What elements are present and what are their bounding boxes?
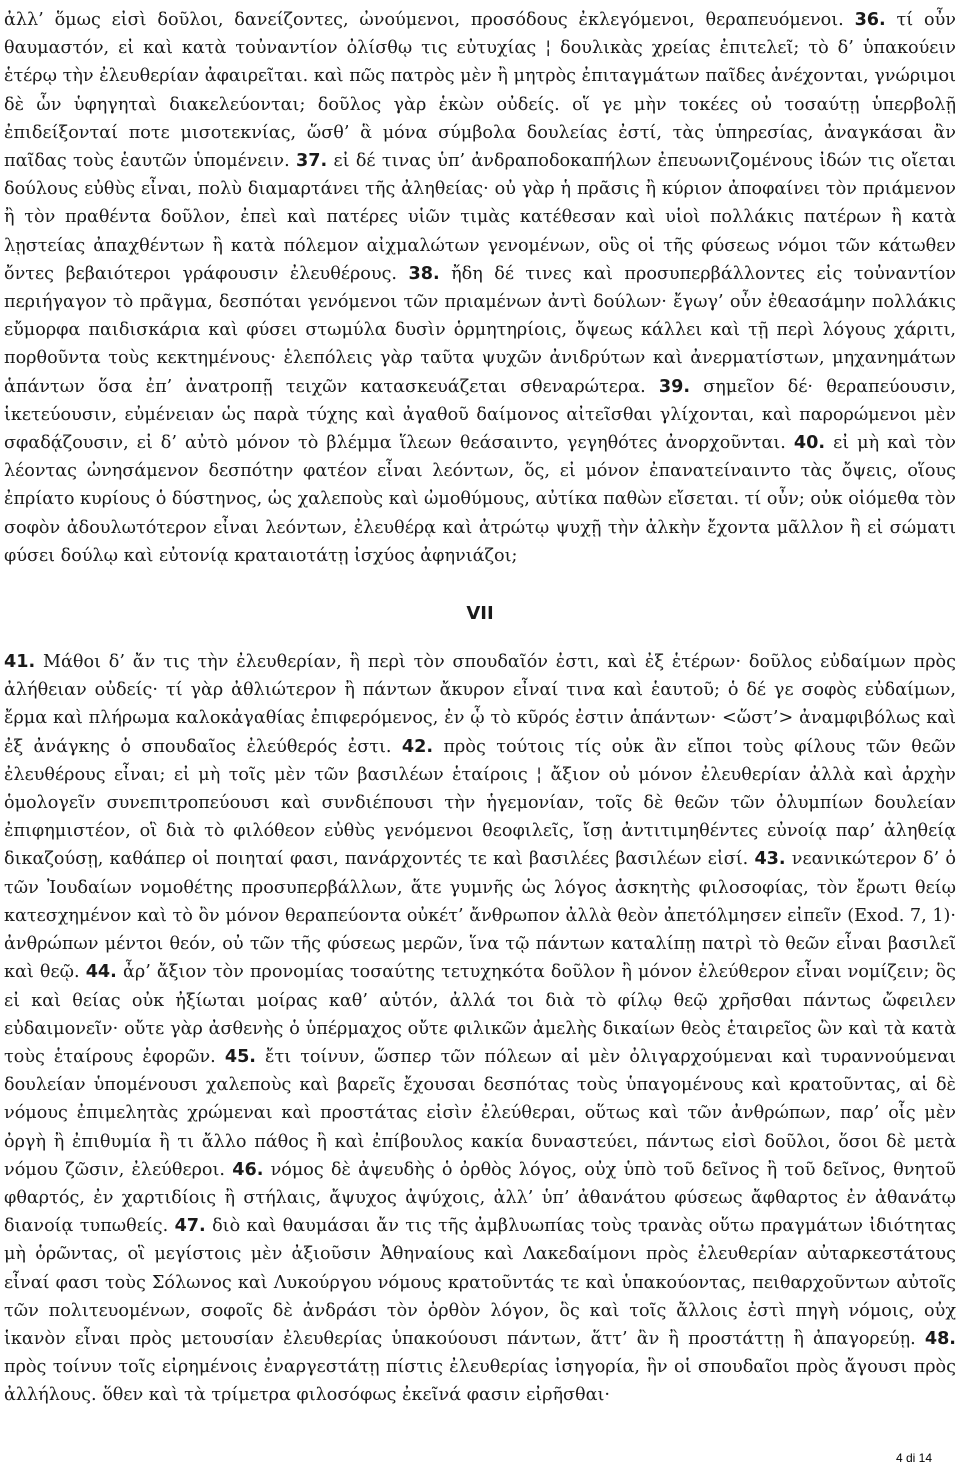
paragraph-1 (4, 0, 956, 570)
section-number: 41. (4, 652, 36, 673)
page-indicator: 4 di 14 (895, 1451, 932, 1465)
section-number: 40. (793, 433, 826, 454)
text-segment: Μάθοι δ’ ἄν τις τὴν ἐλευθερίαν, ἣ περὶ τὸν σπουδαῖόν ἐστι, καὶ ἐξ ἑτέρων· δοῦλος εὐδαίμων πρὸς ἀλήθειαν οὐδείς· τί γὰρ ἀθλιώτερον ἢ πάντων ἄκυρον εἶναί τινα καὶ ἑαυτοῦ; ὁ δέ γε σοφὸς εὐδαίμων, ἔρμα καὶ πλήρωμα καλοκἀγαθίας ἐπιφερόμενος, ἐν ᾧ τὸ κῦρός ἐστιν ἁπάντων· <ὥστ’> ἀναμφιβόλως καὶ ἐξ ἀνάγκης ὁ σπουδαῖος ἐλεύθερός ἐστι. (4, 652, 956, 757)
section-number: 44. (85, 962, 117, 983)
section-heading: VII (466, 603, 494, 625)
text-segment: νόμος δὲ ἀψευδὴς ὁ ὀρθὸς λόγος, οὐχ ὑπὸ τοῦ δεῖνος ἢ τοῦ δεῖνος, θνητοῦ φθαρτός, ἐν χαρτιδίοις ἢ στήλαις, ἄψυχος ἀψύχοις, ἀλλ’ ὑπ’ ἀθανάτου φύσεως ἄφθαρτος ἐν ἀθανάτῳ διανοίᾳ τυπωθείς. (4, 1159, 956, 1237)
text-segment: ἀλλ’ ὅμως εἰσὶ δοῦλοι, δανείζοντες, ὠνούμενοι, προσόδους ἐκλεγόμενοι, θεραπευόμενοι. (4, 10, 855, 30)
text-segment: εἰ μὴ καὶ τὸν λέοντας ὠνησάμενον δεσπότην φατέον εἶναι λεόντων, ὅς, εἰ μόνον ἐπανατείναιντο τὰς ὄψεις, οἵους ἐπρίατο κυρίους ὁ δύστηνος, ὡς χαλεποὺς καὶ ὠμοθύμους, αὐτίκα παθὼν εἴσεται. τί οὖν; οὐκ οἰόμεθα τὸν σοφὸν ἀδουλωτότερον εἶναι λεόντων, ἐλευθέρᾳ καὶ ἀτρώτῳ ψυχῇ τὴν ἀλκὴν ἔχοντα μᾶλλον ἢ εἰ σώματι φύσει δούλῳ καὶ εὐτονίᾳ κραταιοτάτῃ ἰσχύος ἀφηνιάζοι; (4, 433, 956, 566)
text-segment: ἔτι τοίνυν, ὥσπερ τῶν πόλεων αἱ μὲν ὀλιγαρχούμεναι καὶ τυραννούμεναι δουλείαν ὑπομένουσι χαλεποὺς καὶ βαρεῖς ἔχουσαι δεσπότας τοὺς ὑπαγομένους καὶ κρατοῦντας, αἱ δὲ νόμους ἐπιμελητὰς χρώμεναι καὶ προστάτας εἰσὶν ἐλεύθεραι, οὕτως καὶ τῶν ἀνθρώπων, παρ’ οἷς μὲν ὀργὴ ἢ ἐπιθυμία ἢ τι ἄλλο πάθος ἢ καὶ ἐπίβουλος κακία δυναστεύει, πάντως εἰσὶ δοῦλοι, ὅσοι δὲ μετὰ νόμου ζῶσιν, ἐλεύθεροι. (4, 1046, 957, 1180)
section-number: 39. (658, 376, 691, 397)
text-segment: σημεῖον δέ· θεραπεύουσιν, ἱκετεύουσιν, εὐμένειαν ὡς παρὰ τύχης καὶ ἀγαθοῦ δαίμονος αἰτεῖσθαι γλίχονται, καὶ παρορώμενοι μὲν σφαδᾴζουσιν, εἰ δ’ αὐτὸ μόνον τὸ βλέμμα ἵλεων θεάσαιντο, γεγηθότες ἀνορχοῦνται. (4, 376, 957, 454)
section-number: 38. (408, 263, 440, 284)
section-number: 42. (401, 736, 434, 757)
section-number: 46. (232, 1159, 264, 1180)
section-number: 36. (854, 10, 886, 30)
section-number: 37. (296, 151, 328, 172)
text-segment: εἰ δέ τινας ὑπ’ ἀνδραποδοκαπήλων ἐπευωνιζομένους ἰδών τις οἴεται δούλους εὐθὺς εἶναι, πολὺ διαμαρτάνει τῆς ἀληθείας· οὐ γὰρ ἡ πρᾶσις ἢ κύριον ἀποφαίνει τὸν πριάμενον ἢ τὸν πραθέντα δοῦλον, ἐπεὶ καὶ πατέρες υἱῶν τιμὰς κατέθεσαν καὶ υἱοὶ πολλάκις πατέρων ἢ κατὰ λῃστείας ἀπαχθέντων ἢ κατὰ πόλεμον αἰχμαλώτων γενομένων, οὓς οἱ τῆς φύσεως νόμοι τῶν κάτωθεν ὄντες βεβαιότεροι γράφουσιν ἐλευθέρους. (4, 151, 956, 284)
section-number: 43. (754, 849, 786, 870)
text-segment: πρὸς τούτοις τίς οὐκ ἂν εἴποι τοὺς φίλους τῶν θεῶν ἐλευθέρους εἶναι; εἰ μὴ τοῖς μὲν τῶν βασιλέων ἑταίροις ¦ ἄξιον οὐ μόνον ἐλευθερίαν ἀλλὰ καὶ ἀρχὴν ὁμολογεῖν συνεπιτροπεύουσι καὶ συνδιέπουσι τὴν ἡγεμονίαν, τοῖς δὲ θεῶν τῶν ὀλυμπίων δουλείαν ἐπιφημιστέον, οἳ διὰ τὸ φιλόθεον εὐθὺς γενόμενοι θεοφιλεῖς, ἴσῃ ἀντιτιμηθέντες εὐνοίᾳ παρ’ ἀληθείᾳ δικαζούσῃ, καθάπερ οἱ ποιηταί φασι, πανάρχοντές τε καὶ βασιλέες βασιλέων εἰσί. (4, 736, 956, 870)
text-segment: διὸ καὶ θαυμάσαι ἄν τις τῆς ἀμβλυωπίας τοὺς τρανὰς οὕτω πραγμάτων ἰδιότητας μὴ ὁρῶντας, οἳ μεγίστοις μὲν ἀξιοῦσιν Ἀθηναίους καὶ Λακεδαίμονι πρὸς ἐλευθερίαν αὐταρκεστάτους εἶναί φασι τοὺς Σόλωνος καὶ Λυκούργου νόμους κρατοῦντάς τε καὶ ὑπακούοντας, πειθαρχοῦντων αὐτοῖς τῶν πολιτευομένων, σοφοῖς δὲ ἀνδράσι τὸν ὀρθὸν λόγον, ὃς καὶ τοῖς ἄλλοις ἐστὶ πηγὴ νόμοις, οὐχ ἱκανὸν εἶναι πρὸς μετουσίαν ἐλευθερίας ὑπακούουσι πάντων, ἅττ’ ἂν ἢ προστάττῃ ἢ ἀπαγορεύῃ. (4, 1216, 956, 1349)
section-number: 48. (924, 1328, 956, 1349)
text-segment: πρὸς τοίνυν τοῖς εἰρημένοις ἐναργεστάτῃ πίστις ἐλευθερίας ἰσηγορία, ἣν οἱ σπουδαῖοι πρὸς ἄγουσι πρὸς ἀλλήλους. ὅθεν καὶ τὰ τρίμετρα φιλοσόφως ἐκεῖνά φασιν εἰρῆσθαι· (4, 1357, 956, 1406)
text-segment: τί οὖν θαυμαστόν, εἰ καὶ κατὰ τοὐναντίον ὀλίσθῳ τις εὐτυχίας ¦ δουλικὰς χρείας ἐπιτελεῖ; τὸ δ’ ὑπακούειν ἑτέρῳ τὴν ἐλευθερίαν ἀφαιρεῖται. καὶ πῶς πατρὸς μὲν ἢ μητρὸς ἐπιταγμάτων παῖδες ἀνέχονται, γνώριμοι δὲ ὧν ὑφηγηταὶ διακελεύονται; δοῦλος γὰρ ἑκὼν οὐδείς. οἵ γε μὴν τοκέες οὐ τοσαύτῃ ὑπερβολῇ ἐπιδείξονταί ποτε μισοτεκνίας, ὥσθ’ ἃ μόνα σύμβολα δουλείας ἐστί, τὰς ὑπηρεσίας, ἀναγκάσαι ἂν παῖδας τοὺς ἑαυτῶν ὑπομένειν. (4, 10, 956, 172)
text-segment: ἤδη δέ τινες καὶ προσυπερβάλλοντες εἰς τοὐναντίον περιήγαγον τὸ πρᾶγμα, δεσπόται γενόμενοι τῶν πριαμένων ἀντὶ δούλων· ἔγωγ’ οὖν ἐθεασάμην πολλάκις εὔμορφα παιδισκάρια καὶ φύσει στωμύλα δυσὶν ὁρμητηρίοις, ὄψεως κάλλει καὶ τῇ περὶ λόγους χάριτι, πορθοῦντα τοὺς κεκτημένους· ἑλεπόλεις γὰρ ταῦτα ψυχῶν ἀνιδρύτων καὶ ἀνερματίστων, μηχανημάτων ἁπάντων ὅσα ἐπ’ ἀνατροπῇ τειχῶν κατασκευάζεται σθεναρώτερα. (4, 263, 956, 397)
section-number: 45. (224, 1046, 256, 1067)
paragraph-2 (4, 642, 956, 1409)
document-page (4, 0, 956, 1410)
text-segment: νεανικώτερον δ’ ὁ τῶν Ἰουδαίων νομοθέτης προσυπερβάλλων, ἅτε γυμνῆς ὡς λόγος ἀσκητὴς φιλοσοφίας, τὸν ἔρωτι θείῳ κατεσχημένον καὶ τὸ ὂν μόνον θεραπεύοντα οὐκέτ’ ἄνθρωπον ἀλλὰ θεὸν ἀπετόλμησεν εἰπεῖν (Exod. 7, 1)· ἀνθρώπων μέντοι θεόν, οὐ τῶν τῆς φύσεως μερῶν, ἵνα τῷ πάντων καταλίπῃ πατρὶ τὸ θεῶν εἶναι βασιλεῖ καὶ θεῷ. (4, 849, 956, 983)
text-segment: ἆρ’ ἄξιον τὸν προνομίας τοσαύτης τετυχηκότα δοῦλον ἢ μόνον ἐλεύθερον εἶναι νομίζειν; ὃς εἰ καὶ θείας οὐκ ἠξίωται μοίρας καθ’ αὑτόν, ἀλλά τοι διὰ τὸ φίλῳ θεῷ χρῆσθαι πάντως ὤφειλεν εὐδαιμονεῖν· οὔτε γὰρ ἀσθενὴς ὁ ὑπέρμαχος οὔτε φιλικῶν ἀμελὴς δικαίων θεὸς ἑταιρεῖος ὢν καὶ τὰ κατὰ τοὺς ἑταίρους ἐφορῶν. (4, 962, 956, 1067)
section-number: 47. (174, 1216, 206, 1237)
